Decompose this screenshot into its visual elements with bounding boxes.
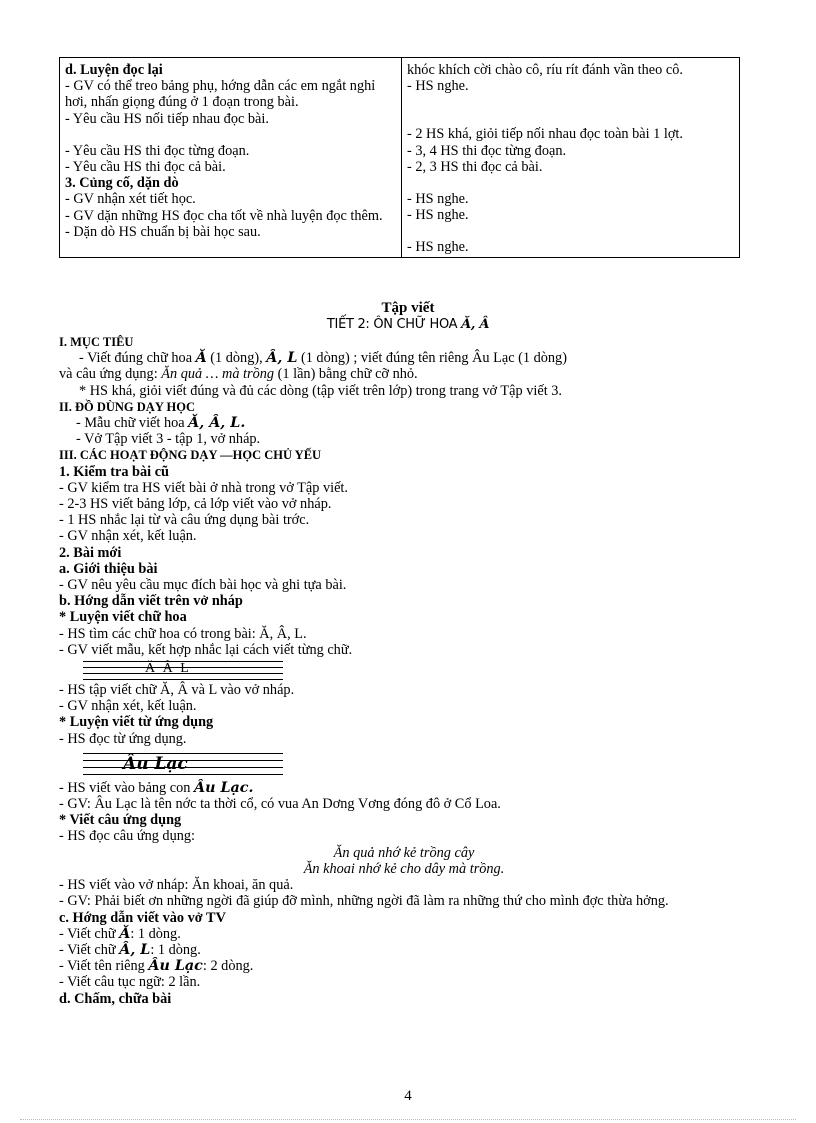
section-heading: * Luyện viết chữ hoa <box>59 609 187 626</box>
table-cell-line: - GV dặn những HS đọc cha tốt về nhà luyện đọc thêm. <box>65 207 383 224</box>
paragraph <box>59 350 749 366</box>
table-cell-line: - GV có thể treo bảng phụ, hớng dẫn các em ngắt nghỉ hơi, nhấn giọng đúng ở 1 đoạn trong bài. <box>65 78 376 111</box>
blank-line <box>407 175 734 191</box>
paragraph: - HS tập viết chữ Ă, Â và L vào vở nháp. <box>59 682 295 699</box>
text: - HS viết vào bảng con <box>59 779 194 796</box>
section-heading: III. CÁC HOẠT ĐỘNG DẠY —HỌC CHỦ YẾU <box>59 448 322 463</box>
lesson-title-text: TIẾT 2: ÔN CHỮ HOA <box>326 317 462 332</box>
paragraph <box>59 780 749 796</box>
table-cell-line: - Yêu cầu HS thi đọc cả bài. <box>65 159 226 176</box>
italic-text: Ăn quả … mà trồng <box>161 366 275 383</box>
text: - Viết chữ <box>59 941 120 958</box>
table-cell-line: khóc khích cời chào cô, ríu rít đánh vần theo cô. <box>407 62 683 78</box>
script-letter: Â, L <box>266 350 298 367</box>
paragraph: - GV viết mẫu, kết hợp nhắc lại cách viết từng chữ. <box>59 641 353 658</box>
table-cell-line: - Dặn dò HS chuẩn bị bài học sau. <box>65 223 261 240</box>
table-cell-line: - 2 HS khá, giỏi tiếp nối nhau đọc toàn bài 1 lợt. <box>407 126 683 143</box>
blank-line <box>407 223 734 239</box>
table-cell-line: - HS nghe. <box>407 239 469 256</box>
table-cell-line: - 3, 4 HS thi đọc từng đoạn. <box>407 142 567 159</box>
section-heading: * Viết câu ứng dụng <box>59 812 182 829</box>
text: (1 dòng) ; viết đúng tên riêng Âu Lạc (1 dòng) <box>297 350 567 367</box>
section-heading: c. Hớng dẫn viết vào vở TV <box>59 909 226 926</box>
text: - Mẫu chữ viết hoa <box>76 415 189 432</box>
section-heading: d. Chấm, chữa bài <box>59 990 172 1007</box>
page-number: 4 <box>404 1088 412 1104</box>
text: : 1 dòng. <box>150 941 201 958</box>
table-cell-line: - HS nghe. <box>407 191 469 208</box>
text: (1 dòng), <box>206 350 267 367</box>
text: (1 lần) bằng chữ cỡ nhỏ. <box>274 366 418 383</box>
paragraph: - 2-3 HS viết bảng lớp, cả lớp viết vào vở nháp. <box>59 496 332 513</box>
lesson-title-letters: Ă, Â <box>461 317 490 332</box>
text: - Viết đúng chữ hoa <box>79 350 196 367</box>
paragraph: - HS tìm các chữ hoa có trong bài: Ă, Â, L. <box>59 625 307 642</box>
table-cell-line: - HS nghe. <box>407 78 469 95</box>
guide-letters: Ă Â L <box>145 661 191 677</box>
table-cell-line: 3. Củng cố, dặn dò <box>65 175 179 192</box>
table-cell-line: - Yêu cầu HS nối tiếp nhau đọc bài. <box>65 110 269 127</box>
poem-line: Ăn quả nhớ kẻ trồng cây <box>333 844 475 861</box>
paragraph: - Viết câu tục ngữ: 2 lần. <box>59 974 201 991</box>
table-cell-line: - HS nghe. <box>407 207 469 224</box>
blank-line <box>407 110 734 126</box>
text: : 1 dòng. <box>130 925 181 942</box>
blank-line <box>65 127 396 143</box>
script-letter: Ă <box>119 925 131 942</box>
lesson-body <box>59 334 749 1007</box>
paragraph <box>59 942 749 958</box>
footer-divider <box>20 1119 796 1120</box>
script-word: Âu Lạc. <box>194 779 254 796</box>
text: - Viết chữ <box>59 925 120 942</box>
table-row <box>60 58 740 258</box>
script-letter: Ă, Â, L. <box>188 415 246 432</box>
script-word: Âu Lạc <box>148 958 203 975</box>
table-cell-line: d. Luyện đọc lại <box>65 62 163 78</box>
paragraph: - HS đọc từ ứng dụng. <box>59 730 187 747</box>
poem-line: Ăn khoai nhớ kẻ cho dây mà trồng. <box>303 860 505 877</box>
subject-title: Tập viết <box>381 300 435 316</box>
lesson-table <box>59 57 740 258</box>
paragraph <box>59 958 749 974</box>
paragraph <box>59 926 749 942</box>
student-column <box>402 58 740 258</box>
paragraph <box>59 366 749 382</box>
script-letter: Â, L <box>119 941 151 958</box>
guide-line <box>83 679 283 680</box>
section-heading: I. MỤC TIÊU <box>59 335 134 349</box>
blank-line <box>407 94 734 110</box>
lesson-title <box>0 317 816 333</box>
paragraph: - GV nhận xét, kết luận. <box>59 528 197 545</box>
guide-word: Âu Lạc <box>123 753 188 774</box>
text: - Viết tên riêng <box>59 958 149 975</box>
paragraph: * HS khá, giỏi viết đúng và đủ các dòng (tập viết trên lớp) trong trang vở Tập viết 3. <box>79 382 562 399</box>
section-heading: a. Giới thiệu bài <box>59 560 158 577</box>
paragraph <box>59 415 749 431</box>
table-cell-line: - GV nhận xét tiết học. <box>65 191 196 208</box>
paragraph: - HS đọc câu ứng dụng: <box>59 828 196 845</box>
table-cell-line: - Yêu cầu HS thi đọc từng đoạn. <box>65 142 250 159</box>
paragraph: - 1 HS nhắc lại từ và câu ứng dụng bài trớc. <box>59 512 310 529</box>
section-heading: b. Hớng dẫn viết trên vở nháp <box>59 593 243 610</box>
text: và câu ứng dụng: <box>59 366 162 383</box>
guide-line <box>83 774 283 775</box>
paragraph: - GV kiểm tra HS viết bài ở nhà trong vở Tập viết. <box>59 479 348 496</box>
section-heading: * Luyện viết từ ứng dụng <box>59 714 214 731</box>
paragraph: - GV nhận xét, kết luận. <box>59 698 197 715</box>
paragraph: - HS viết vào vở nháp: Ăn khoai, ăn quả. <box>59 877 294 894</box>
section-heading: II. ĐỒ DÙNG DẠY HỌC <box>59 399 195 414</box>
paragraph: - GV nêu yêu cầu mục đích bài học và ghi tựa bài. <box>59 577 347 594</box>
table-cell-line: - 2, 3 HS thi đọc cả bài. <box>407 158 543 175</box>
handwriting-guide-lines <box>83 747 283 780</box>
teacher-column <box>60 58 402 258</box>
section-heading: 1. Kiểm tra bài cũ <box>59 463 169 480</box>
text: : 2 dòng. <box>202 958 254 975</box>
handwriting-guide-lines <box>83 658 283 682</box>
paragraph: - GV: Phải biết ơn những ngời đã giúp đỡ mình, những ngời đã làm ra những thứ cho mình đợc thừa hởng. <box>59 893 669 910</box>
script-letter: Ă <box>195 350 207 367</box>
paragraph: - GV: Âu Lạc là tên nớc ta thời cổ, có vua An Dơng Vơng đóng đô ở Cổ Loa. <box>59 796 501 813</box>
section-heading: 2. Bài mới <box>59 544 122 561</box>
paragraph: - Vở Tập viết 3 - tập 1, vở nháp. <box>76 431 261 448</box>
